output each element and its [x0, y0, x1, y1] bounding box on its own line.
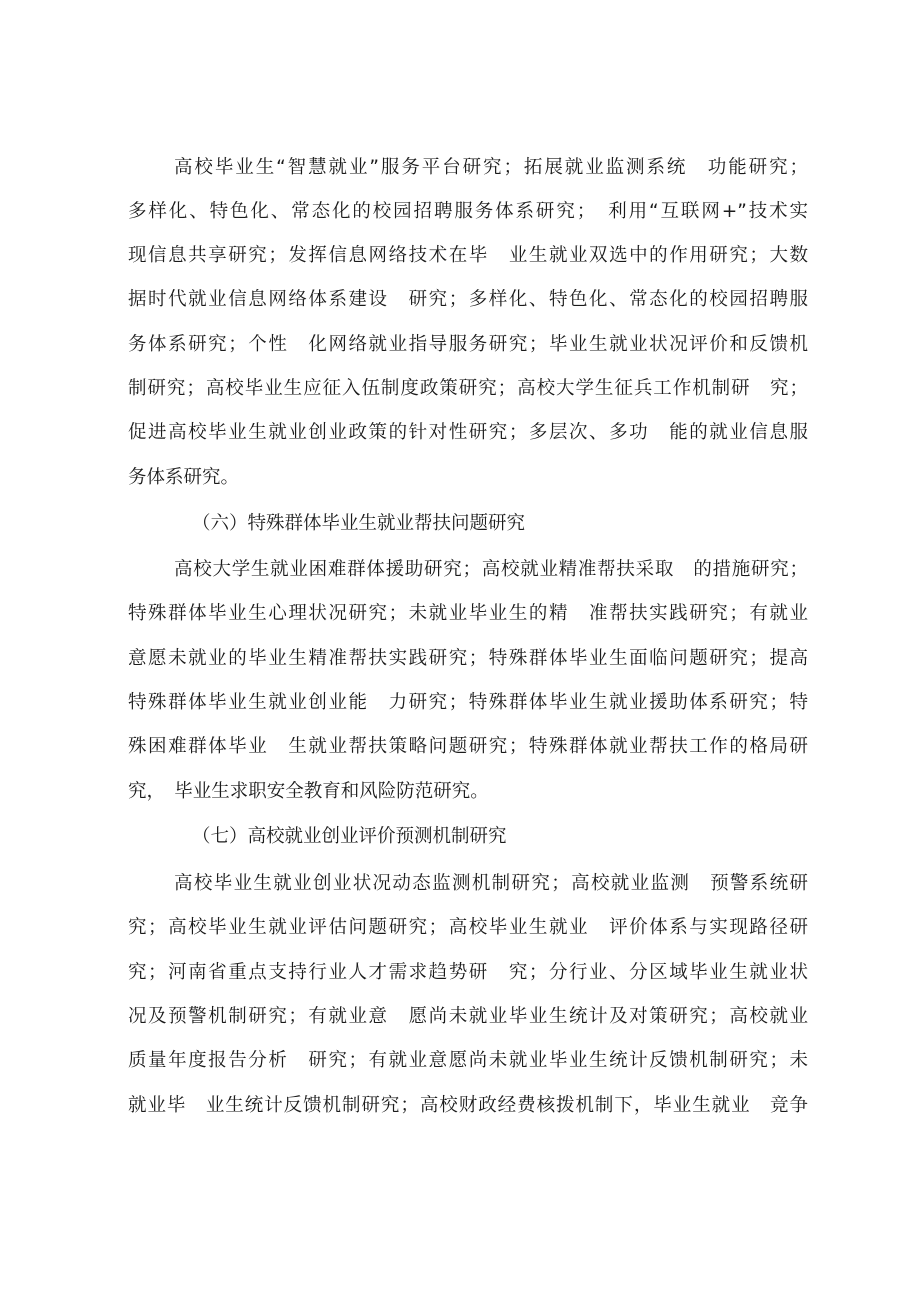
paragraph-1-line-6: 制研究；高校毕业生应征入伍制度政策研究；高校大学生征兵工作机制研 究； [128, 378, 808, 399]
paragraph-3-line-2: 究；高校毕业生就业评估问题研究；高校毕业生就业 评价体系与实现路径研 [128, 917, 808, 938]
paragraph-3-line-4: 况及预警机制研究；有就业意 愿尚未就业毕业生统计及对策研究；高校就业 [128, 1006, 808, 1027]
paragraph-2-line-3: 意愿未就业的毕业生精准帮扶实践研究；特殊群体毕业生面临问题研究；提高 [128, 648, 808, 669]
paragraph-1-line-8: 务体系研究。 [128, 467, 240, 488]
paragraph-1-line-3: 现信息共享研究；发挥信息网络技术在毕 业生就业双选中的作用研究；大数 [128, 245, 808, 266]
paragraph-3-line-3: 究；河南省重点支持行业人才需求趋势研 究；分行业、分区域毕业生就业状 [128, 962, 808, 983]
paragraph-2-line-5: 殊困难群体毕业 生就业帮扶策略问题研究；特殊群体就业帮扶工作的格局研 [128, 736, 808, 757]
paragraph-1-line-7: 促进高校毕业生就业创业政策的针对性研究；多层次、多功 能的就业信息服 [128, 422, 808, 443]
paragraph-3-line-1: 高校毕业生就业创业状况动态监测机制研究；高校就业监测 预警系统研 [174, 873, 808, 894]
paragraph-3-line-6: 就业毕 业生统计反馈机制研究；高校财政经费核拨机制下，毕业生就业 竞争 [128, 1095, 808, 1116]
paragraph-2-line-4: 特殊群体毕业生就业创业能 力研究；特殊群体毕业生就业援助体系研究；特 [128, 692, 808, 713]
paragraph-2-line-6: 究， 毕业生求职安全教育和风险防范研究。 [128, 781, 489, 802]
section-heading-7: （七）高校就业创业评价预测机制研究 [192, 826, 507, 847]
paragraph-1-line-2: 多样化、特色化、常态化的校园招聘服务体系研究； 利用“互联网+”技术实 [128, 201, 808, 222]
paragraph-1-line-5: 务体系研究；个性 化网络就业指导服务研究；毕业生就业状况评价和反馈机 [128, 334, 808, 355]
paragraph-2-line-1: 高校大学生就业困难群体援助研究；高校就业精准帮扶采取 的措施研究； [174, 559, 808, 580]
paragraph-3-line-5: 质量年度报告分析 研究；有就业意愿尚未就业毕业生统计反馈机制研究；未 [128, 1050, 808, 1071]
paragraph-2-line-2: 特殊群体毕业生心理状况研究；未就业毕业生的精 准帮扶实践研究；有就业 [128, 603, 808, 624]
paragraph-1-line-4: 据时代就业信息网络体系建设 研究；多样化、特色化、常态化的校园招聘服 [128, 289, 808, 310]
section-heading-6: （六）特殊群体毕业生就业帮扶问题研究 [192, 513, 526, 534]
paragraph-1-line-1: 高校毕业生“智慧就业”服务平台研究；拓展就业监测系统 功能研究； [174, 157, 808, 178]
